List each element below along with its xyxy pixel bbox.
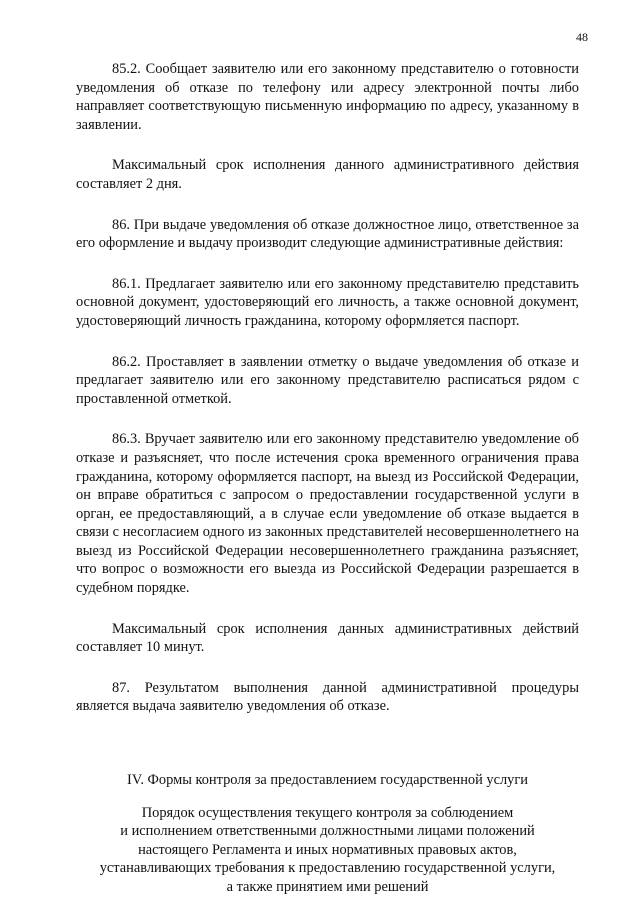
paragraph-87: 87. Результатом выполнения данной административной процедуры является выдача заявителю уведомления об отказе.	[76, 679, 579, 715]
document-body	[76, 60, 579, 897]
subsection-line: Порядок осуществления текущего контроля за соблюдением	[141, 804, 514, 821]
paragraph-86: 86. При выдаче уведомления об отказе должностное лицо, ответственное за его оформление и выдачу производит следующие административные действия:	[76, 216, 579, 252]
page-number: 48	[576, 30, 588, 44]
paragraph-deadline-2-days: Максимальный срок исполнения данного административного действия составляет 2 дня.	[76, 157, 579, 192]
paragraph-85-2: 85.2. Сообщает заявителю или его законному представителю о готовности уведомления об отказе по телефону или адресу электронной почты либо направляет соответствующую письменную информацию по адресу, указанному в заявлении.	[76, 61, 579, 133]
section-title: IV. Формы контроля за предоставлением государственной услуги	[127, 772, 528, 789]
subsection-heading	[76, 804, 579, 897]
subsection-line: и исполнением ответственными должностными лицами положений	[120, 823, 535, 840]
paragraph-86-1: 86.1. Предлагает заявителю или его законному представителю представить основной документ, удостоверяющий его личность, а также основной документ, удостоверяющий личность гражданина, которому оформляется паспорт.	[76, 275, 579, 329]
subsection-line: настоящего Регламента и иных нормативных правовых актов,	[138, 841, 517, 858]
paragraph-86-2: 86.2. Проставляет в заявлении отметку о выдаче уведомления об отказе и предлагает заявителю или его законному представителю расписаться рядом с проставленной отметкой.	[76, 353, 579, 407]
subsection-line: а также принятием ими решений	[226, 879, 429, 895]
subsection-line: устанавливающих требования к предоставлению государственной услуги,	[99, 860, 556, 877]
paragraph-deadline-10-minutes: Максимальный срок исполнения данных административных действий составляет 10 минут.	[76, 620, 579, 656]
paragraph-86-3: 86.3. Вручает заявителю или его законному представителю уведомление об отказе и разъясняет, что после истечения срока временного ограничения права гражданина, которому оформляется паспорт, на выезд из Российской Федерации, он вправе обратиться с запросом о предоставлении государственной услуги в орган, ее предоставляющий, а в случае если уведомление об отказе выдается в связи с несогласием одного из законных представителей несовершеннолетнего на выезд из Российской Федерации несовершеннолетнего гражданина разъясняет, что вопрос о возможности его выезда из Российской Федерации разрешается в судебном порядке.	[76, 431, 579, 597]
